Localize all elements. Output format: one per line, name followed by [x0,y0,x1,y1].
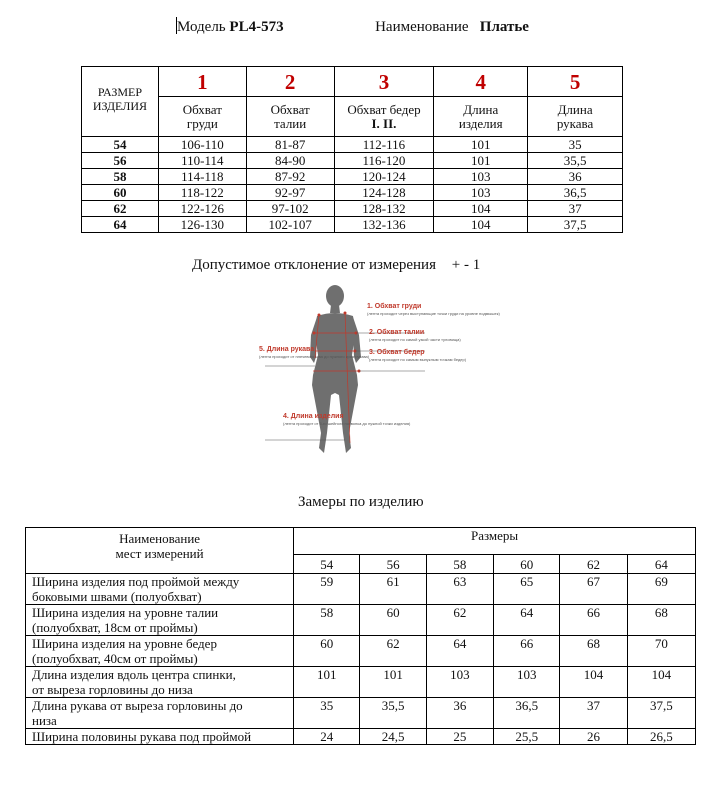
size-cell: 62 [82,201,159,217]
measures-sizes-header: Размеры [294,528,696,555]
size-table [81,66,623,233]
size-header-cell: 58 [426,555,493,574]
value-cell: 36 [528,169,623,185]
col-header: Обхват бедер I. II. [334,97,434,137]
value-cell: 37 [528,201,623,217]
measure-name-line: Ширина изделия под проймой между [32,574,240,589]
size-header-cell: 54 [294,555,360,574]
value-cell: 68 [627,605,695,636]
value-cell: 58 [294,605,360,636]
value-cell: 101 [434,137,528,153]
value-cell: 87-92 [246,169,334,185]
value-cell: 35,5 [360,698,426,729]
value-cell: 66 [560,605,627,636]
value-cell: 112-116 [334,137,434,153]
measure-name-line: от выреза горловины до низа [32,682,193,697]
value-cell: 36,5 [528,185,623,201]
measure-name-line: (полуобхват, 18см от проймы) [32,620,198,635]
value-cell: 25 [426,729,493,745]
measure-name-line: Длина рукава от выреза горловины до [32,698,243,713]
tolerance-note [192,257,480,274]
value-cell: 102-107 [246,217,334,233]
value-cell: 118-122 [158,185,246,201]
model-value: PL4-573 [229,19,284,35]
value-cell: 63 [426,574,493,605]
value-cell: 35 [294,698,360,729]
measure-name-line: низа [32,713,57,728]
col-number: 2 [246,67,334,97]
measure-name-line: Длина изделия вдоль центра спинки, [32,667,236,682]
measure-name-cell [26,605,294,636]
size-header-cell: 64 [627,555,695,574]
value-cell: 103 [494,667,560,698]
value-cell: 65 [494,574,560,605]
table-row [26,574,696,605]
figure-label-length: 4. Длина изделия (лента проходит от 6-го шейного позвонка до нужной точки изделия) [283,413,411,426]
value-cell: 128-132 [334,201,434,217]
col-number: 4 [434,67,528,97]
size-cell: 56 [82,153,159,169]
value-cell: 104 [434,201,528,217]
value-cell: 37,5 [627,698,695,729]
value-cell: 37,5 [528,217,623,233]
value-cell: 101 [434,153,528,169]
size-cell: 54 [82,137,159,153]
value-cell: 36 [426,698,493,729]
value-cell: 24 [294,729,360,745]
col-header: Длина рукава [528,97,623,137]
value-cell: 124-128 [334,185,434,201]
size-header-cell: 62 [560,555,627,574]
measurement-figure [255,283,500,468]
table-row [26,729,696,745]
document-header [176,17,529,36]
figure-label-bust: 1. Обхват груди (лента проходит через выступающие точки груди на уровне подмышек) [367,303,500,316]
value-cell: 104 [434,217,528,233]
value-cell: 60 [360,605,426,636]
value-cell: 103 [434,185,528,201]
table-row [82,185,623,201]
value-cell: 69 [627,574,695,605]
table-row [82,153,623,169]
model-label: Модель [177,19,226,35]
measures-table [25,527,696,745]
value-cell: 97-102 [246,201,334,217]
value-cell: 101 [294,667,360,698]
name-value: Платье [479,19,529,35]
table-row [26,605,696,636]
value-cell: 106-110 [158,137,246,153]
measure-name-cell [26,667,294,698]
col-number: 5 [528,67,623,97]
value-cell: 70 [627,636,695,667]
value-cell: 122-126 [158,201,246,217]
value-cell: 26,5 [627,729,695,745]
measure-name-line: Ширина изделия на уровне талии [32,605,219,620]
value-cell: 120-124 [334,169,434,185]
col-header: Обхват груди [158,97,246,137]
value-cell: 37 [560,698,627,729]
figure-label-hips: 3. Обхват бедер (лента проходит по самым выпуклым точкам бедер) [369,349,467,362]
col-number: 1 [158,67,246,97]
value-cell: 68 [560,636,627,667]
measure-name-cell [26,698,294,729]
size-cell: 60 [82,185,159,201]
table-row [26,636,696,667]
value-cell: 104 [627,667,695,698]
measure-name-line: (полуобхват, 40см от проймы) [32,651,198,666]
value-cell: 103 [426,667,493,698]
value-cell: 84-90 [246,153,334,169]
value-cell: 104 [560,667,627,698]
value-cell: 126-130 [158,217,246,233]
value-cell: 60 [294,636,360,667]
value-cell: 61 [360,574,426,605]
value-cell: 35,5 [528,153,623,169]
size-cell: 64 [82,217,159,233]
value-cell: 36,5 [494,698,560,729]
measure-name-line: Ширина половины рукава под проймой [32,729,252,744]
value-cell: 116-120 [334,153,434,169]
size-header-cell: 60 [494,555,560,574]
value-cell: 114-118 [158,169,246,185]
measure-name-line: Ширина изделия на уровне бедер [32,636,217,651]
value-cell: 132-136 [334,217,434,233]
table-row [82,217,623,233]
value-cell: 67 [560,574,627,605]
value-cell: 92-97 [246,185,334,201]
value-cell: 64 [426,636,493,667]
value-cell: 103 [434,169,528,185]
table-row [82,137,623,153]
value-cell: 66 [494,636,560,667]
table-row [82,201,623,217]
measure-name-cell [26,574,294,605]
col-header: Длина изделия [434,97,528,137]
measures-name-header: Наименование мест измерений [26,528,294,574]
value-cell: 81-87 [246,137,334,153]
table-row [82,169,623,185]
size-cell: 58 [82,169,159,185]
tolerance-value: + - 1 [451,257,481,273]
measure-name-cell [26,636,294,667]
value-cell: 59 [294,574,360,605]
measure-name-cell [26,729,294,745]
col-header: Обхват талии [246,97,334,137]
value-cell: 101 [360,667,426,698]
size-corner-header: РАЗМЕР ИЗДЕЛИЯ [82,67,159,137]
value-cell: 110-114 [158,153,246,169]
figure-label-waist: 2. Обхват талии (лента проходит по самой узкой части туловища) [369,329,461,342]
value-cell: 35 [528,137,623,153]
measure-name-line: боковыми швами (полуобхват) [32,589,202,604]
value-cell: 64 [494,605,560,636]
col-number: 3 [334,67,434,97]
value-cell: 24,5 [360,729,426,745]
measures-title: Замеры по изделию [298,494,424,510]
tolerance-text: Допустимое отклонение от измерения [192,257,436,273]
value-cell: 62 [426,605,493,636]
table-row [26,698,696,729]
table-row [26,667,696,698]
value-cell: 26 [560,729,627,745]
figure-label-sleeve: 5. Длина рукава (лента проходит от плечевого шва до нужного края рукава) [259,346,370,359]
value-cell: 25,5 [494,729,560,745]
value-cell: 62 [360,636,426,667]
size-header-cell: 56 [360,555,426,574]
name-label: Наименование [375,19,469,35]
